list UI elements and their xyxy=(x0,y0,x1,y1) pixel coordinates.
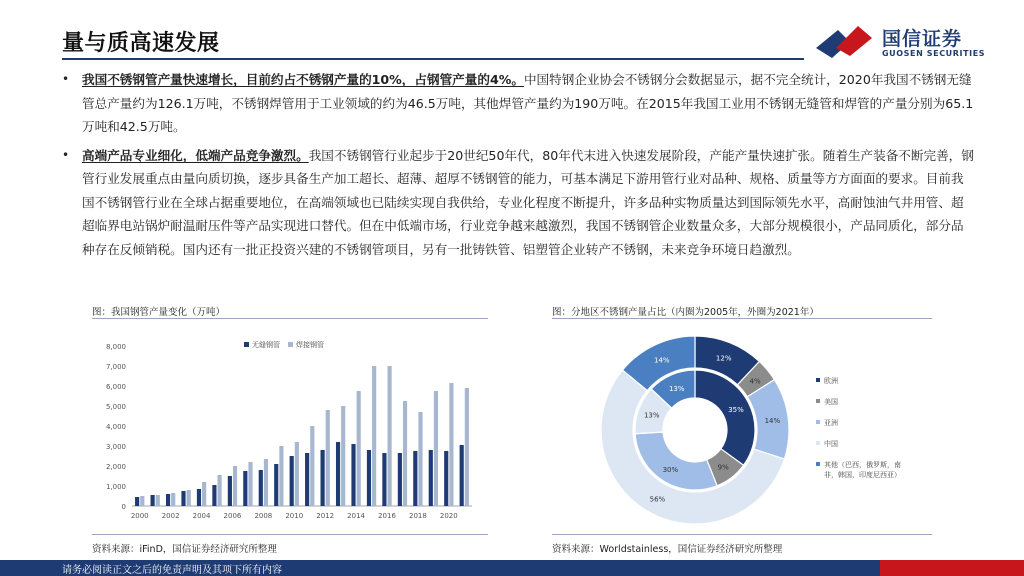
bullet-body: 中国特钢企业协会不锈钢分会数据显示，据不完全统计，2020年我国不锈钢无缝管总产量约为126.1万吨，不锈钢焊管用于工业领域的约为46.5万吨，其他焊管产量约为190万吨。在2015年我国工业用不锈钢无缝管和焊管的产量分别为65.1万吨和42.5万吨。 xyxy=(82,72,974,134)
bar-welded xyxy=(156,495,160,506)
bar-seamless xyxy=(243,471,247,506)
legend-swatch xyxy=(816,399,820,403)
bar-seamless xyxy=(336,442,340,506)
y-tick-label: 3,000 xyxy=(105,443,126,451)
y-tick-label: 5,000 xyxy=(105,403,126,411)
bar-welded xyxy=(418,412,422,506)
steel-pipe-output-chart xyxy=(92,330,488,530)
footer-accent xyxy=(880,560,1024,576)
bar-seamless xyxy=(321,450,325,506)
bar-seamless xyxy=(413,451,417,506)
legend-label: 中国 xyxy=(824,440,838,448)
inner-2005-slice-label: 30% xyxy=(662,465,679,474)
bullet-item xyxy=(62,68,974,139)
x-tick-label: 2006 xyxy=(223,512,242,520)
bar-seamless xyxy=(290,456,294,506)
bullet-dot-icon: • xyxy=(62,147,70,162)
bar-seamless xyxy=(444,451,448,506)
y-tick-label: 2,000 xyxy=(105,463,126,471)
right-caption-divider xyxy=(552,318,932,319)
bullet-list xyxy=(62,68,974,266)
legend-swatch xyxy=(816,462,820,466)
y-tick-label: 1,000 xyxy=(105,483,126,491)
bar-seamless xyxy=(259,470,263,506)
bar-seamless xyxy=(429,450,433,506)
bar-welded xyxy=(449,383,453,506)
bullet-dot-icon: • xyxy=(62,72,70,86)
legend-label: 欧洲 xyxy=(824,377,838,385)
bar-welded xyxy=(357,391,361,506)
y-tick-label: 4,000 xyxy=(105,423,126,431)
inner-2005-slice-label: 13% xyxy=(643,411,660,420)
x-tick-label: 2016 xyxy=(378,512,396,520)
bar-seamless xyxy=(228,476,232,506)
bar-welded xyxy=(326,410,330,506)
regional-stainless-share-chart xyxy=(552,330,932,530)
legend-label: 焊接钢管 xyxy=(296,341,324,349)
legend-swatch xyxy=(816,378,820,382)
y-tick-label: 0 xyxy=(121,503,126,511)
bar-welded xyxy=(248,462,252,506)
x-tick-label: 2000 xyxy=(130,512,149,520)
logo-name-en: GUOSEN SECURITIES xyxy=(882,49,986,58)
company-logo xyxy=(812,18,1012,64)
y-tick-label: 8,000 xyxy=(105,343,126,351)
legend-swatch xyxy=(288,342,293,347)
left-figure-caption: 图：我国钢管产量变化（万吨） xyxy=(92,307,226,318)
bar-welded xyxy=(140,496,144,506)
right-figure-caption: 图：分地区不锈钢产量占比（内圈为2005年，外圈为2021年） xyxy=(552,307,819,318)
right-figure-source: 资料来源：Worldstainless，国信证券经济研究所整理 xyxy=(552,544,783,555)
legend-label: 无缝钢管 xyxy=(252,341,280,349)
bar-welded xyxy=(218,475,222,506)
inner-2005-slice-label: 13% xyxy=(668,384,685,393)
footer-disclaimer: 请务必阅读正文之后的免责声明及其项下所有内容 xyxy=(62,565,282,576)
bar-seamless xyxy=(274,464,278,506)
bar-welded xyxy=(233,466,237,506)
x-tick-label: 2002 xyxy=(161,512,180,520)
legend-swatch xyxy=(816,420,820,424)
bar-welded xyxy=(341,406,345,506)
y-tick-label: 6,000 xyxy=(105,383,126,391)
inner-2005-slice-label: 9% xyxy=(717,463,729,472)
x-tick-label: 2012 xyxy=(316,512,335,520)
bar-welded xyxy=(202,482,206,506)
bullet-body: 我国不锈钢管行业起步于20世纪50年代，80年代末进入快速发展阶段，产能产量快速扩张。随着生产装备不断完善，钢管行业发展重点由量向质切换，逐步具备生产加工超长、超薄、超厚不锈钢管的能力，可基本满足下游用管行业对品种、规格、质量等方方面面的要求。目前我国不锈钢管行业在全球占据重要地位，在高端领域也已陆续实现自我供给，专业化程度不断提升，许多品种实物质量达到国际领先水平，高耐蚀油气井用管、超超临界电站锅炉耐温耐压件等产品实现进口替代。但在中低端市场，行业竞争越来越激烈，我国不锈钢管企业数量众多，大部分规模很小，产品同质化，部分品种存在反倾销税。国内还有一批正投资兴建的不锈钢管项目，另有一批铸铁管、铝塑管企业转产不锈钢，未来竞争环境日趋激烈。 xyxy=(82,147,974,257)
legend-swatch xyxy=(816,441,820,445)
bar-seamless xyxy=(181,491,185,506)
right-source-divider xyxy=(552,534,932,535)
legend-swatch xyxy=(244,342,249,347)
title-divider xyxy=(62,58,804,60)
bar-seamless xyxy=(382,453,386,506)
x-tick-label: 2020 xyxy=(439,512,458,520)
bar-welded xyxy=(171,493,175,506)
outer-2021-slice-label: 12% xyxy=(715,354,732,363)
logo-mark-icon xyxy=(812,18,876,64)
bar-welded xyxy=(310,426,314,506)
legend-label: 其他（巴西，俄罗斯，南非，韩国，印度尼西亚） xyxy=(824,461,901,479)
x-tick-label: 2018 xyxy=(408,512,427,520)
bar-welded xyxy=(187,490,191,506)
outer-2021-slice-label: 14% xyxy=(654,356,670,365)
bar-seamless xyxy=(398,453,402,506)
bar-welded xyxy=(372,366,376,506)
x-tick-label: 2004 xyxy=(192,512,211,520)
bar-welded xyxy=(388,366,392,506)
bar-seamless xyxy=(197,489,201,506)
x-tick-label: 2008 xyxy=(254,512,273,520)
bar-seamless xyxy=(367,450,371,506)
outer-2021-slice-label: 56% xyxy=(649,495,666,504)
bar-seamless xyxy=(212,485,216,506)
bar-seamless xyxy=(135,497,139,506)
bar-welded xyxy=(434,391,438,506)
bullet-heading: 高端产品专业细化，低端产品竞争激烈。 xyxy=(82,147,309,163)
left-figure-source: 资料来源：iFinD，国信证券经济研究所整理 xyxy=(92,544,277,555)
y-tick-label: 7,000 xyxy=(105,363,126,371)
bar-seamless xyxy=(151,495,155,506)
bullet-item xyxy=(62,144,974,262)
bar-welded xyxy=(279,446,283,506)
bar-welded xyxy=(465,388,469,506)
left-caption-divider xyxy=(92,318,488,319)
bullet-heading: 我国不锈钢管产量快速增长，目前约占不锈钢产量的10%，占钢管产量的4%。 xyxy=(82,72,524,87)
left-source-divider xyxy=(92,534,488,535)
page-title: 量与质高速发展 xyxy=(62,31,220,56)
x-tick-label: 2014 xyxy=(347,512,366,520)
bar-welded xyxy=(295,442,299,506)
outer-2021-slice-label: 4% xyxy=(749,377,761,386)
footer-bar xyxy=(0,560,1024,576)
outer-2021-slice-label: 14% xyxy=(764,417,781,426)
legend-label: 美国 xyxy=(824,398,838,406)
bar-welded xyxy=(403,401,407,506)
bar-seamless xyxy=(166,494,170,506)
x-tick-label: 2010 xyxy=(285,512,304,520)
bar-seamless xyxy=(305,453,309,506)
inner-2005-slice-label: 35% xyxy=(728,406,744,415)
logo-name-cn: 国信证券 xyxy=(882,28,963,50)
bar-seamless xyxy=(460,445,464,506)
bar-seamless xyxy=(351,444,355,506)
legend-label: 亚洲 xyxy=(824,419,838,427)
bar-welded xyxy=(264,459,268,506)
